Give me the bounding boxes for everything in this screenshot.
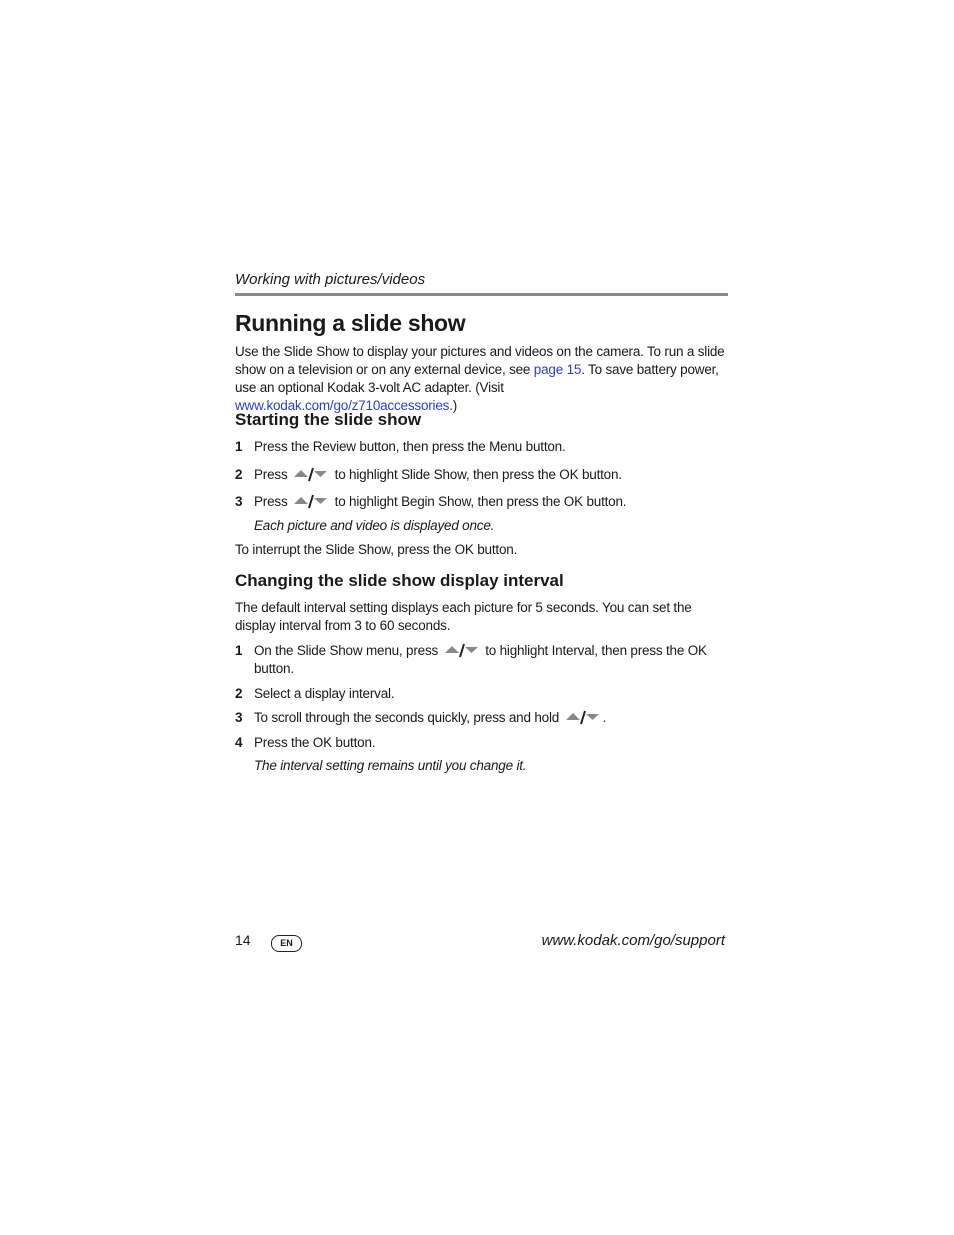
step-4 (235, 734, 728, 752)
up-down-arrow-icon (294, 493, 328, 509)
step-number: 2 (235, 467, 243, 482)
step-3 (235, 709, 728, 727)
step-number: 1 (235, 643, 243, 658)
step-text-pre: To scroll through the seconds quickly, press and hold (254, 710, 560, 725)
step-number: 3 (235, 710, 243, 725)
step-1 (235, 642, 728, 678)
up-down-arrow-icon (294, 466, 328, 482)
support-url: www.kodak.com/go/support (541, 932, 725, 949)
header-rule (235, 293, 728, 296)
step-text-pre: Press (254, 494, 288, 509)
up-down-arrow-icon (566, 709, 600, 725)
language-badge: EN (271, 935, 302, 952)
step-text: Press the OK button. (254, 735, 376, 750)
step-text-post: to highlight Begin Show, then press the OK button. (334, 494, 627, 509)
step-text: Press the Review button, then press the Menu button. (254, 439, 566, 454)
step-text-post: . (602, 710, 607, 725)
page-number: 14 (235, 932, 251, 948)
step-1 (235, 438, 728, 456)
section-heading-interval: Changing the slide show display interval (235, 571, 564, 590)
interval-intro: The default interval setting displays each picture for 5 seconds. You can set the display interval from 3 to 60 seconds. (235, 600, 692, 633)
up-down-arrow-icon (445, 642, 479, 658)
accessories-link[interactable]: www.kodak.com/go/z710accessories (235, 398, 450, 413)
step-2 (235, 466, 728, 484)
step-2 (235, 685, 728, 703)
page-15-link[interactable]: page 15 (533, 362, 582, 377)
step-text-post: to highlight Slide Show, then press the OK button. (334, 467, 622, 482)
step-3 (235, 493, 728, 511)
intro-paragraph (235, 343, 728, 415)
interval-note: The interval setting remains until you change it. (254, 758, 527, 773)
step-text-pre: Press (254, 467, 288, 482)
intro-text-2: . To save battery power, use an optional Kodak 3-volt AC adapter. (Visit (235, 362, 719, 395)
step-number: 2 (235, 686, 243, 701)
step-note: Each picture and video is displayed once. (254, 518, 495, 533)
interrupt-paragraph: To interrupt the Slide Show, press the OK button. (235, 542, 518, 557)
section-heading-starting: Starting the slide show (235, 410, 422, 429)
step-text-post: to highlight Interval, then press the OK button. (254, 643, 707, 676)
running-head: Working with pictures/videos (235, 271, 426, 288)
page-title: Running a slide show (235, 310, 466, 336)
step-text-pre: On the Slide Show menu, press (254, 643, 439, 658)
step-number: 3 (235, 494, 243, 509)
intro-text-3: .) (449, 398, 458, 413)
step-text: Select a display interval. (254, 686, 395, 701)
step-number: 1 (235, 439, 243, 454)
intro-text-1: Use the Slide Show to display your pictures and videos on the camera. To run a slide show on a television or on any external device, see (235, 344, 725, 377)
step-number: 4 (235, 735, 243, 750)
